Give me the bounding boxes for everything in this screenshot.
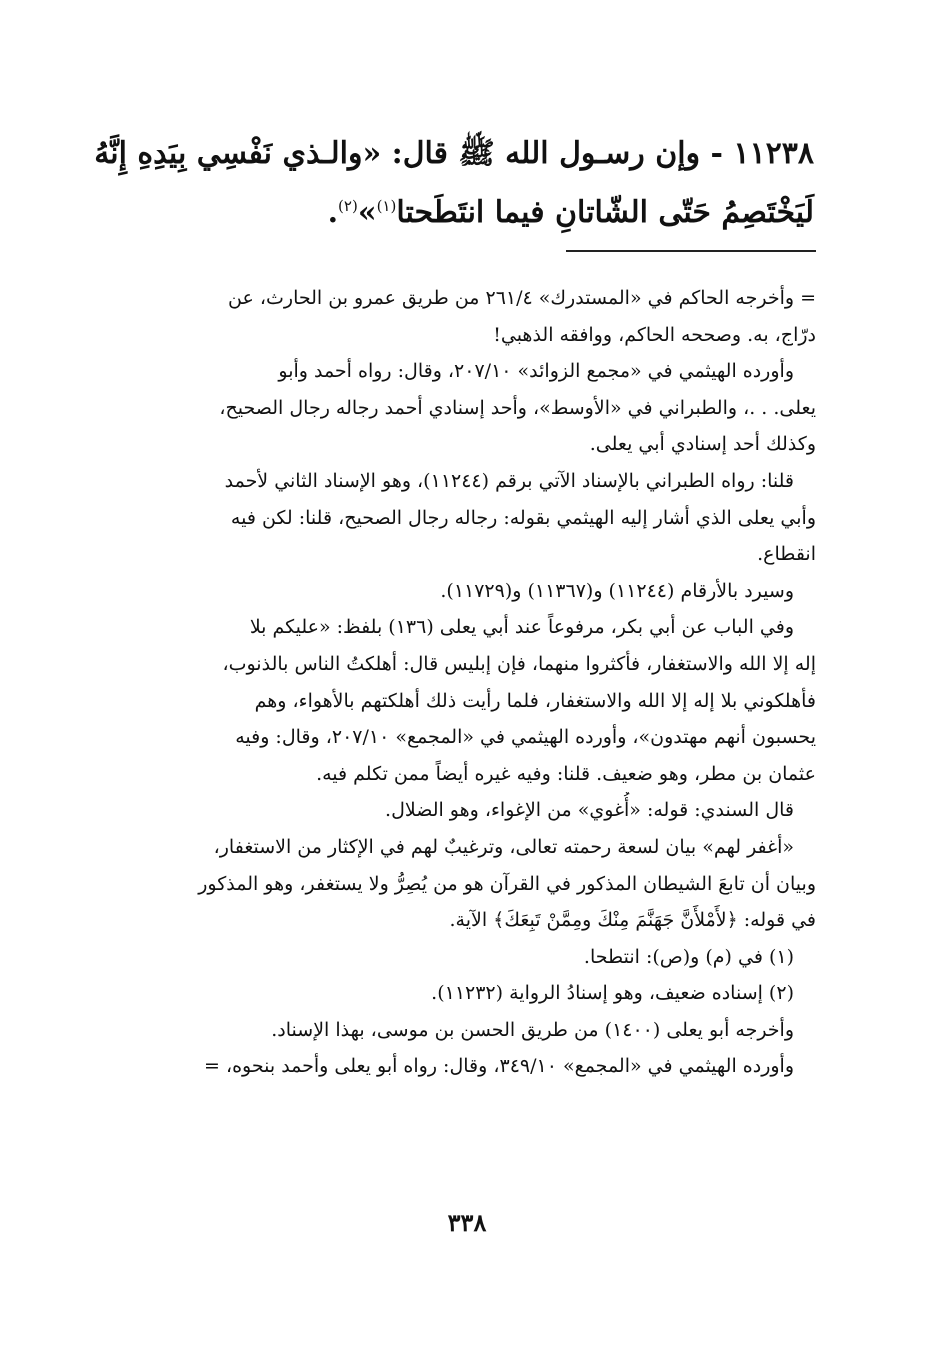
note-line: عثمان بن مطر، وهو ضعيف. قلنا: وفيه غيره أيضاً ممن تكلم فيه. — [316, 762, 816, 785]
note-line: انقطاع. — [757, 543, 816, 566]
note-line: وأبي يعلى الذي أشار إليه الهيثمي بقوله: رجاله رجال الصحيح، قلنا: لكن فيه — [230, 506, 816, 529]
note-line: يعلى. . .، والطبراني في «الأوسط»، وأحد إسنادي أحمد رجاله رجال الصحيح، — [219, 396, 816, 419]
note-line: وكذلك أحد إسنادي أبي يعلى. — [589, 433, 816, 456]
footnote-ref-1: (١) — [376, 197, 397, 215]
footnote-2: (٢) إسناده ضعيف، وهو إسنادُ الرواية (١١٢٣٢). — [431, 982, 794, 1005]
hadith-line-2-tail: . — [327, 195, 339, 230]
note-line: وأورده الهيثمي في «مجمع الزوائد» ٢٠٧/١٠، وقال: رواه أحمد وأبو — [278, 360, 794, 383]
note-line: قلنا: رواه الطبراني بالإسناد الآتي برقم (١١٢٤٤)، وهو الإسناد الثاني لأحمد — [224, 469, 794, 492]
note-line: قال السندي: قوله: «أُغوي» من الإغواء، وهو الضلال. — [385, 799, 794, 822]
note-line: وسيرد بالأرقام (١١٢٤٤) و(١١٣٦٧) و(١١٧٢٩). — [440, 579, 794, 602]
note-line: يحسبون أنهم مهتدون»، وأورده الهيثمي في «المجمع» ٢٠٧/١٠، وقال: وفيه — [235, 726, 816, 749]
footnotes — [116, 280, 816, 1085]
page-number: ٣٣٨ — [447, 1208, 487, 1237]
note-line: وأورده الهيثمي في «المجمع» ٣٤٩/١٠، وقال: رواه أبو يعلى وأحمد بنحوه، = — [204, 1055, 794, 1078]
note-line: وبيان أن تابعَ الشيطان المذكور في القرآن هو من يُصِرُّ ولا يستغفر، وهو المذكور — [198, 872, 816, 895]
note-line: فأهلكوني بلا إله إلا الله والاستغفار، فلما رأيت ذلك أهلكتهم بالأهواء، وهم — [254, 689, 816, 712]
footnote-1: (١) في (م) و(ص): انتطحا. — [583, 945, 794, 968]
footnote-separator — [566, 250, 816, 252]
hadith-quote-close: » — [357, 195, 377, 230]
note-line: = وأخرجه الحاكم في «المستدرك» ٢٦١/٤ من طريق عمرو بن الحارث، عن — [228, 287, 816, 309]
hadith-line-1: ١١٢٣٨ - وإن رسـول الله ﷺ قال: «والـذي نَفْسِي بِيَدِهِ إِنَّهُ — [94, 136, 814, 171]
note-line: «أغفر لهم» بيان لسعة رحمته تعالى، وترغيبٌ لهم في الإكثار من الاستغفار، — [213, 835, 794, 858]
note-line: في قوله: ﴿لأَمْلأَنَّ جَهَنَّمَ مِنْكَ ومِمَّنْ تَبِعَكَ﴾ الآية. — [449, 909, 816, 932]
hadith-line-2-text: لَيَخْتَصِمُ حَتّى الشّاتانِ فيما انتَطَحتا — [396, 195, 814, 230]
hadith-text — [94, 128, 814, 239]
note-line: وأخرجه أبو يعلى (١٤٠٠) من طريق الحسن بن موسى، بهذا الإسناد. — [271, 1018, 794, 1041]
note-line: وفي الباب عن أبي بكر، مرفوعاً عند أبي يعلى (١٣٦) بلفظ: «عليكم بلا — [249, 616, 794, 639]
note-line: درّاج، به. وصححه الحاكم، ووافقه الذهبي! — [493, 323, 816, 346]
hadith-line-2 — [124, 180, 814, 239]
footnote-ref-2: (٢) — [338, 197, 358, 215]
note-line: إله إلا الله والاستغفار، فأكثروا منهما، فإن إبليس قال: أهلكتُ الناس بالذنوب، — [222, 652, 816, 675]
